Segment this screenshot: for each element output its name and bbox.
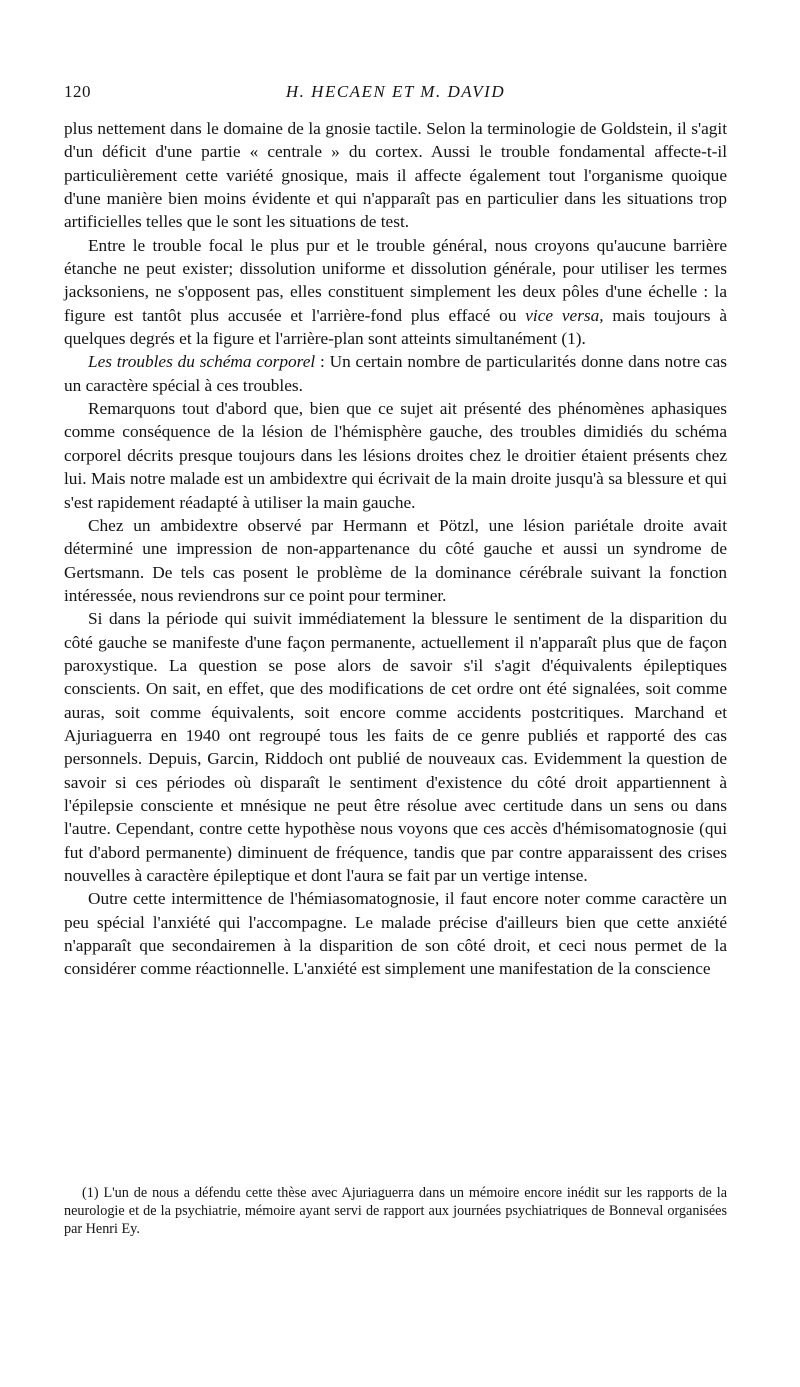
paragraph-text: mais toujours à quelques degrés et la figure et l'arrière-plan sont atteints simultanément (1). — [64, 305, 727, 349]
paragraph-text: : Un certain nombre de particularités donne dans notre cas un caractère spécial à ces troubles. — [64, 352, 727, 395]
paragraph — [64, 234, 727, 351]
page-header — [64, 82, 727, 106]
page-number: 120 — [64, 82, 91, 101]
paragraph — [64, 350, 727, 397]
section-heading: Les troubles du schéma corporel — [88, 352, 316, 372]
paragraph: Si dans la période qui suivit immédiatement la blessure le sentiment de la disparition du côté gauche se manifeste d'une façon permanente, actuellement il n'apparaît plus que de façon paroxystique. La question se pose alors de savoir s'il s'agit d'équivalents épileptiques conscients. On sait, en effet, que des modifications de cet ordre ont été signalées, soit comme auras, soit comme équivalents, soit encore comme accidents postcritiques. Marchand et Ajuriaguerra en 1940 ont regroupé tous les faits de ce genre publiés et rapporté des cas personnels. Depuis, Garcin, Riddoch ont publié de nouveaux cas. Evidemment la question de savoir si ces périodes où disparaît le sentiment d'existence du côté droit appartiennent à l'épilepsie consciente et mnésique ne peut être résolue avec certitude dans un sens ou dans l'autre. Cependant, contre cette hypothèse nous voyons que ces accès d'hémisomatognosie (qui fut d'abord permanente) diminuent de fréquence, tandis que par contre apparaissent des crises nouvelles à caractère épileptique et dont l'aura se fait par un vertige intense. — [64, 609, 727, 885]
paragraph: Outre cette intermittence de l'hémiasomatognosie, il faut encore noter comme caractère un peu spécial l'anxiété qui l'accompagne. Le malade précise d'ailleurs bien que cette anxiété n'apparaît que secondairemen à la disparition de son côté droit, et ceci nous permet de la considérer comme réactionnelle. L'anxiété est simplement une manifestation de la conscience — [64, 889, 727, 979]
running-head: H. HECAEN ET M. DAVID — [285, 82, 506, 101]
paragraph-emphasis: vice versa, — [525, 305, 604, 325]
paragraph: Remarquons tout d'abord que, bien que ce sujet ait présenté des phénomènes aphasiques comme conséquence de la lésion de l'hémisphère gauche, des troubles dimidiés du schéma corporel décrits presque toujours dans les lésions droites chez le droitier étaient présents chez lui. Mais notre malade est un ambidextre qui écrivait de la main droite jusqu'à sa blessure et qui s'est rapidement réadapté à utiliser la main gauche. — [64, 399, 727, 512]
paragraph-text: Entre le trouble focal le plus pur et le trouble général, nous croyons qu'aucune barrière étanche ne peut exister; dissolution uniforme et dissolution générale, pour utiliser les termes jacksoniens, ne s'opposent pas, elles constituent simplement les deux pôles d'une échelle : la figure est tantôt plus accusée et l'arrière-fond plus effacé ou — [64, 235, 727, 325]
paragraph: plus nettement dans le domaine de la gnosie tactile. Selon la terminologie de Goldstein, il s'agit d'un déficit d'une partie « centrale » du cortex. Aussi le trouble fondamental affecte-t-il particulièrement cette variété gnosique, mais il affecte également tout l'organisme quoique d'une manière bien moins évidente et qui n'apparaît pas en particulier dans les situations trop artificielles telles que le sont les situations de test. — [64, 119, 727, 232]
footnote: (1) L'un de nous a défendu cette thèse avec Ajuriaguerra dans un mémoire encore inédit sur les rapports de la neurologie et de la psychiatrie, mémoire ayant servi de rapport aux journées psychiatriques de Bonneval organisées par Henri Ey. — [64, 1185, 727, 1237]
body-text — [64, 117, 727, 981]
paragraph: Chez un ambidextre observé par Hermann et Pötzl, une lésion pariétale droite avait déterminé une impression de non-appartenance du côté gauche et aussi un syndrome de Gertsmann. De tels cas posent le problème de la dominance cérébrale suivant la fonction intéressée, nous reviendrons sur ce point pour terminer. — [64, 515, 727, 605]
